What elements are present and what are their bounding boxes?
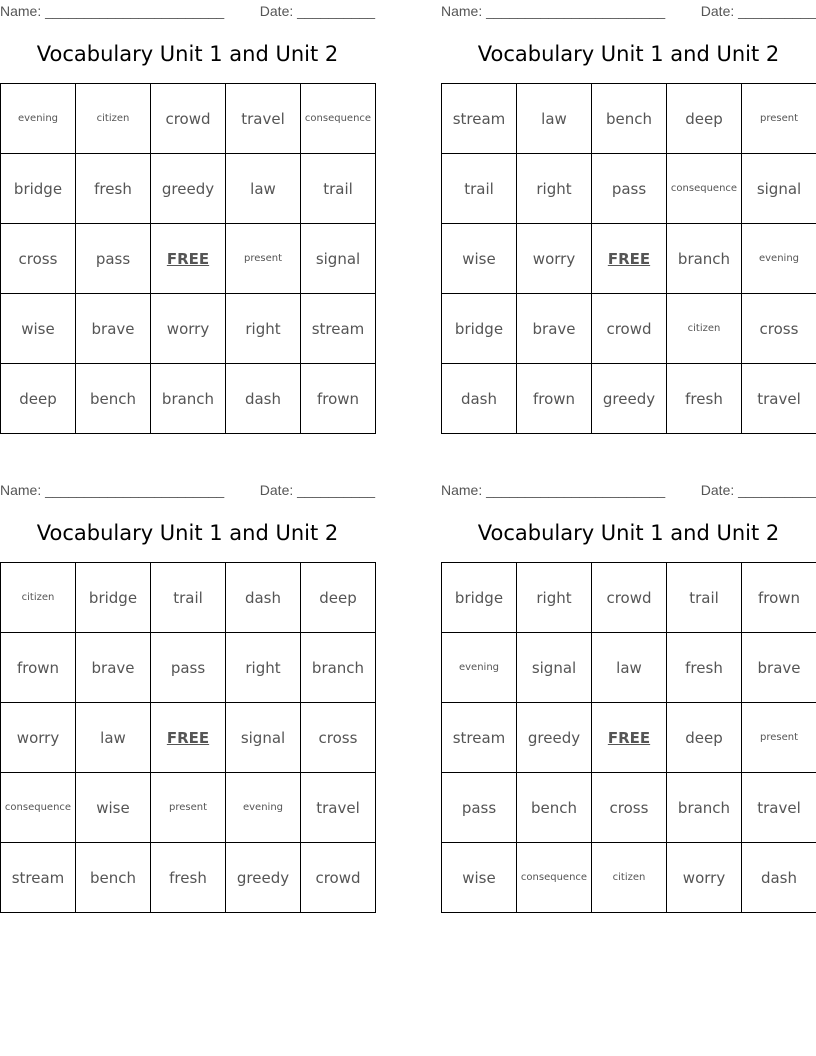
- grid-row: [442, 703, 816, 773]
- grid-cell: signal: [742, 154, 816, 224]
- bingo-grid: [441, 562, 816, 913]
- grid-cell: cross: [742, 294, 816, 364]
- date-field: Date: __________: [259, 3, 375, 19]
- name-field: Name: _______________________: [441, 482, 666, 498]
- grid-cell: branch: [301, 633, 376, 703]
- grid-cell: travel: [226, 84, 301, 154]
- grid-cell: signal: [517, 633, 592, 703]
- grid-row: [1, 294, 376, 364]
- bingo-grid: [0, 83, 376, 434]
- grid-cell: worry: [1, 703, 76, 773]
- grid-cell: stream: [1, 843, 76, 913]
- grid-cell: bench: [76, 843, 151, 913]
- grid-cell: worry: [151, 294, 226, 364]
- grid-row: [442, 843, 816, 913]
- grid-cell: law: [226, 154, 301, 224]
- grid-cell: greedy: [592, 364, 667, 434]
- grid-cell: law: [592, 633, 667, 703]
- grid-row: [1, 703, 376, 773]
- grid-cell: trail: [442, 154, 517, 224]
- grid-cell: consequence: [667, 154, 742, 224]
- free-space: FREE: [151, 224, 226, 294]
- grid-cell: brave: [76, 633, 151, 703]
- grid-cell: bench: [76, 364, 151, 434]
- grid-cell: brave: [517, 294, 592, 364]
- grid-cell: wise: [442, 843, 517, 913]
- card-title: Vocabulary Unit 1 and Unit 2: [36, 42, 339, 66]
- name-field: Name: _______________________: [0, 3, 225, 19]
- grid-cell: deep: [667, 84, 742, 154]
- grid-cell: travel: [742, 773, 816, 843]
- grid-cell: evening: [442, 633, 517, 703]
- grid-cell: cross: [592, 773, 667, 843]
- grid-cell: worry: [667, 843, 742, 913]
- grid-cell: wise: [76, 773, 151, 843]
- bingo-card-4: [441, 479, 816, 887]
- grid-cell: fresh: [151, 843, 226, 913]
- grid-cell: fresh: [667, 364, 742, 434]
- grid-cell: law: [517, 84, 592, 154]
- card-title: Vocabulary Unit 1 and Unit 2: [477, 521, 780, 545]
- grid-cell: brave: [742, 633, 816, 703]
- grid-cell: deep: [667, 703, 742, 773]
- date-field: Date: __________: [700, 482, 816, 498]
- bingo-card-1: [0, 0, 375, 408]
- grid-cell: deep: [301, 563, 376, 633]
- grid-cell: brave: [76, 294, 151, 364]
- grid-cell: wise: [442, 224, 517, 294]
- grid-cell: dash: [226, 563, 301, 633]
- grid-cell: bridge: [76, 563, 151, 633]
- grid-cell: crowd: [592, 294, 667, 364]
- grid-cell: stream: [442, 84, 517, 154]
- grid-cell: citizen: [76, 84, 151, 154]
- grid-cell: crowd: [301, 843, 376, 913]
- grid-cell: present: [151, 773, 226, 843]
- free-space: FREE: [592, 224, 667, 294]
- grid-row: [1, 633, 376, 703]
- bingo-grid: [441, 83, 816, 434]
- grid-cell: right: [226, 633, 301, 703]
- card-header: [441, 479, 816, 501]
- grid-cell: law: [76, 703, 151, 773]
- grid-cell: citizen: [592, 843, 667, 913]
- grid-row: [1, 224, 376, 294]
- grid-row: [442, 224, 816, 294]
- grid-cell: trail: [301, 154, 376, 224]
- grid-row: [1, 563, 376, 633]
- card-header: [0, 479, 375, 501]
- grid-cell: bridge: [442, 563, 517, 633]
- grid-cell: present: [742, 84, 816, 154]
- grid-cell: consequence: [301, 84, 376, 154]
- grid-cell: citizen: [667, 294, 742, 364]
- name-field: Name: _______________________: [441, 3, 666, 19]
- grid-cell: consequence: [1, 773, 76, 843]
- card-title: Vocabulary Unit 1 and Unit 2: [36, 521, 339, 545]
- grid-cell: citizen: [1, 563, 76, 633]
- grid-cell: frown: [742, 563, 816, 633]
- grid-cell: bridge: [1, 154, 76, 224]
- grid-row: [442, 84, 816, 154]
- grid-cell: right: [226, 294, 301, 364]
- grid-cell: pass: [442, 773, 517, 843]
- grid-cell: evening: [226, 773, 301, 843]
- grid-cell: trail: [667, 563, 742, 633]
- bingo-grid: [0, 562, 376, 913]
- grid-cell: bridge: [442, 294, 517, 364]
- grid-cell: cross: [301, 703, 376, 773]
- grid-cell: branch: [667, 224, 742, 294]
- grid-row: [442, 294, 816, 364]
- grid-cell: crowd: [592, 563, 667, 633]
- grid-cell: fresh: [667, 633, 742, 703]
- grid-cell: worry: [517, 224, 592, 294]
- grid-cell: signal: [226, 703, 301, 773]
- grid-cell: present: [226, 224, 301, 294]
- grid-cell: crowd: [151, 84, 226, 154]
- grid-cell: evening: [742, 224, 816, 294]
- grid-cell: travel: [301, 773, 376, 843]
- grid-cell: branch: [151, 364, 226, 434]
- grid-cell: cross: [1, 224, 76, 294]
- grid-cell: signal: [301, 224, 376, 294]
- date-field: Date: __________: [700, 3, 816, 19]
- card-title: Vocabulary Unit 1 and Unit 2: [477, 42, 780, 66]
- grid-row: [442, 563, 816, 633]
- grid-cell: deep: [1, 364, 76, 434]
- free-space: FREE: [151, 703, 226, 773]
- grid-cell: present: [742, 703, 816, 773]
- card-header: [0, 0, 375, 22]
- grid-cell: greedy: [517, 703, 592, 773]
- grid-cell: right: [517, 563, 592, 633]
- grid-cell: pass: [151, 633, 226, 703]
- bingo-card-3: [0, 479, 375, 887]
- grid-cell: consequence: [517, 843, 592, 913]
- grid-cell: frown: [301, 364, 376, 434]
- grid-row: [442, 154, 816, 224]
- grid-cell: bench: [517, 773, 592, 843]
- grid-cell: trail: [151, 563, 226, 633]
- name-field: Name: _______________________: [0, 482, 225, 498]
- grid-cell: greedy: [151, 154, 226, 224]
- grid-cell: wise: [1, 294, 76, 364]
- grid-cell: bench: [592, 84, 667, 154]
- grid-cell: frown: [1, 633, 76, 703]
- bingo-card-2: [441, 0, 816, 408]
- grid-row: [442, 633, 816, 703]
- grid-row: [1, 364, 376, 434]
- grid-cell: stream: [301, 294, 376, 364]
- grid-cell: frown: [517, 364, 592, 434]
- grid-row: [1, 773, 376, 843]
- grid-row: [1, 843, 376, 913]
- grid-cell: evening: [1, 84, 76, 154]
- free-space: FREE: [592, 703, 667, 773]
- grid-cell: greedy: [226, 843, 301, 913]
- grid-cell: dash: [226, 364, 301, 434]
- grid-cell: stream: [442, 703, 517, 773]
- grid-cell: travel: [742, 364, 816, 434]
- grid-cell: dash: [442, 364, 517, 434]
- date-field: Date: __________: [259, 482, 375, 498]
- grid-cell: branch: [667, 773, 742, 843]
- grid-cell: fresh: [76, 154, 151, 224]
- card-header: [441, 0, 816, 22]
- grid-row: [442, 364, 816, 434]
- grid-cell: right: [517, 154, 592, 224]
- grid-cell: dash: [742, 843, 816, 913]
- grid-cell: pass: [76, 224, 151, 294]
- grid-cell: pass: [592, 154, 667, 224]
- grid-row: [442, 773, 816, 843]
- grid-row: [1, 154, 376, 224]
- grid-row: [1, 84, 376, 154]
